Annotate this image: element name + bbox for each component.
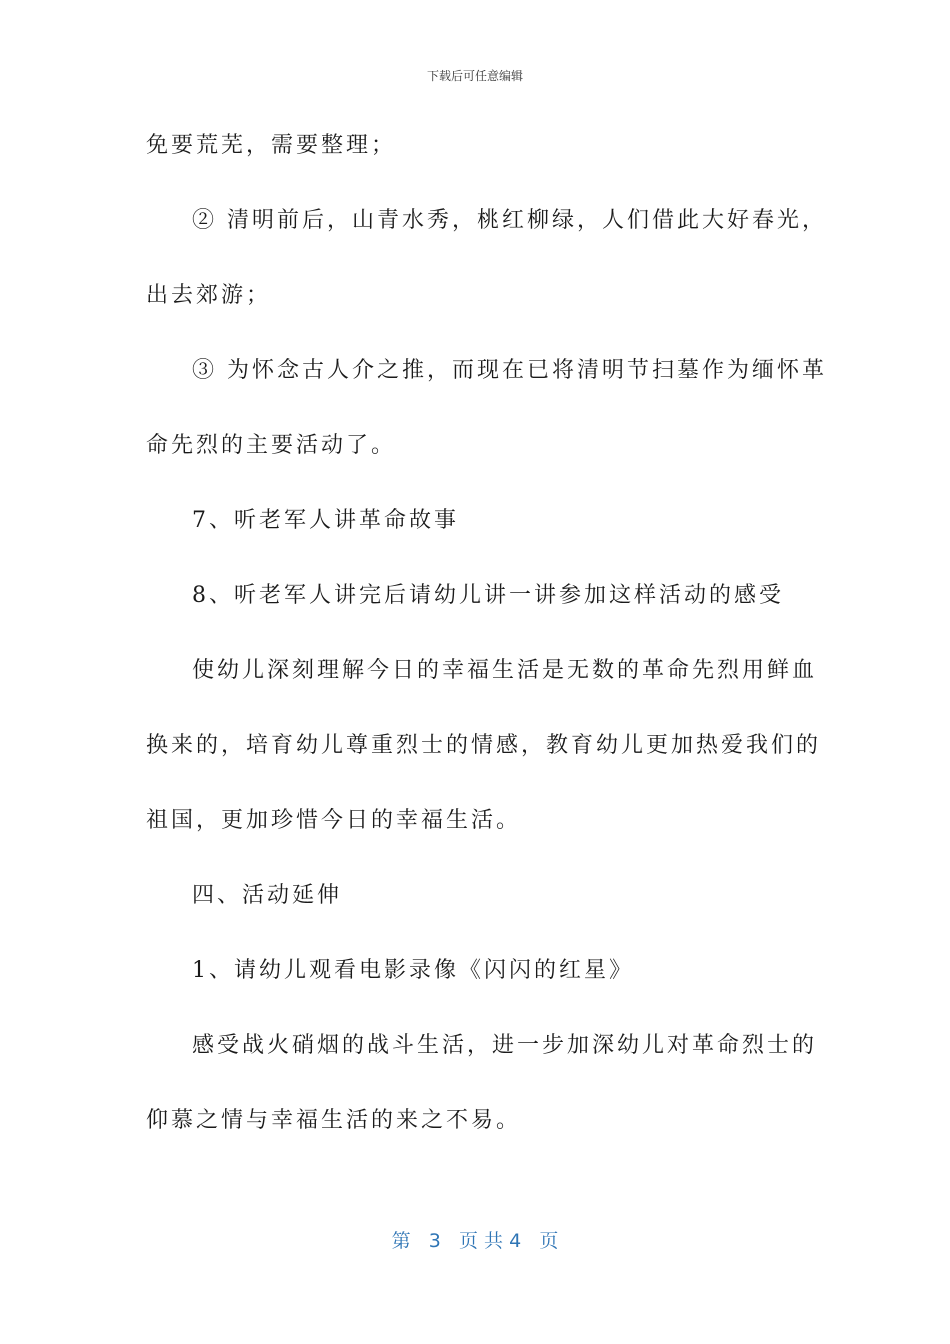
paragraph-line: 1、请幼儿观看电影录像《闪闪的红星》 <box>192 958 634 983</box>
page-footer <box>0 1226 950 1253</box>
paragraph-line: 免要荒芜，需要整理； <box>146 133 397 158</box>
paragraph-line: 感受战火硝烟的战斗生活，进一步加深幼儿对革命烈士的 <box>192 1033 818 1058</box>
paragraph-line: 祖国，更加珍惜今日的幸福生活。 <box>146 808 522 833</box>
header-note: 下载后可任意编辑 <box>426 69 523 83</box>
paragraph-line: 四、活动延伸 <box>192 883 343 908</box>
paragraph-line: ③ 为怀念古人介之推，而现在已将清明节扫墓作为缅怀革 <box>192 358 827 383</box>
paragraph-line: 换来的，培育幼儿尊重烈士的情感，教育幼儿更加热爱我们的 <box>146 733 822 758</box>
paragraph-line: 7、听老军人讲革命故事 <box>192 508 459 533</box>
paragraph-line: ② 清明前后，山青水秀，桃红柳绿，人们借此大好春光， <box>192 208 827 233</box>
paragraph-line: 出去郊游； <box>146 283 272 308</box>
current-page-number: 3 <box>428 1230 441 1252</box>
footer-label-ye: 页 <box>539 1230 559 1252</box>
paragraph-line: 仰慕之情与幸福生活的来之不易。 <box>146 1108 522 1133</box>
footer-label-ye-gong: 页 共 <box>459 1230 504 1252</box>
paragraph-line: 命先烈的主要活动了。 <box>146 433 397 458</box>
paragraph-line: 8、听老军人讲完后请幼儿讲一讲参加这样活动的感受 <box>192 583 784 608</box>
total-page-count: 4 <box>509 1230 522 1252</box>
paragraph-line: 使幼儿深刻理解今日的幸福生活是无数的革命先烈用鲜血 <box>192 658 818 683</box>
footer-label-di: 第 <box>391 1230 411 1252</box>
document-body <box>146 127 827 1177</box>
